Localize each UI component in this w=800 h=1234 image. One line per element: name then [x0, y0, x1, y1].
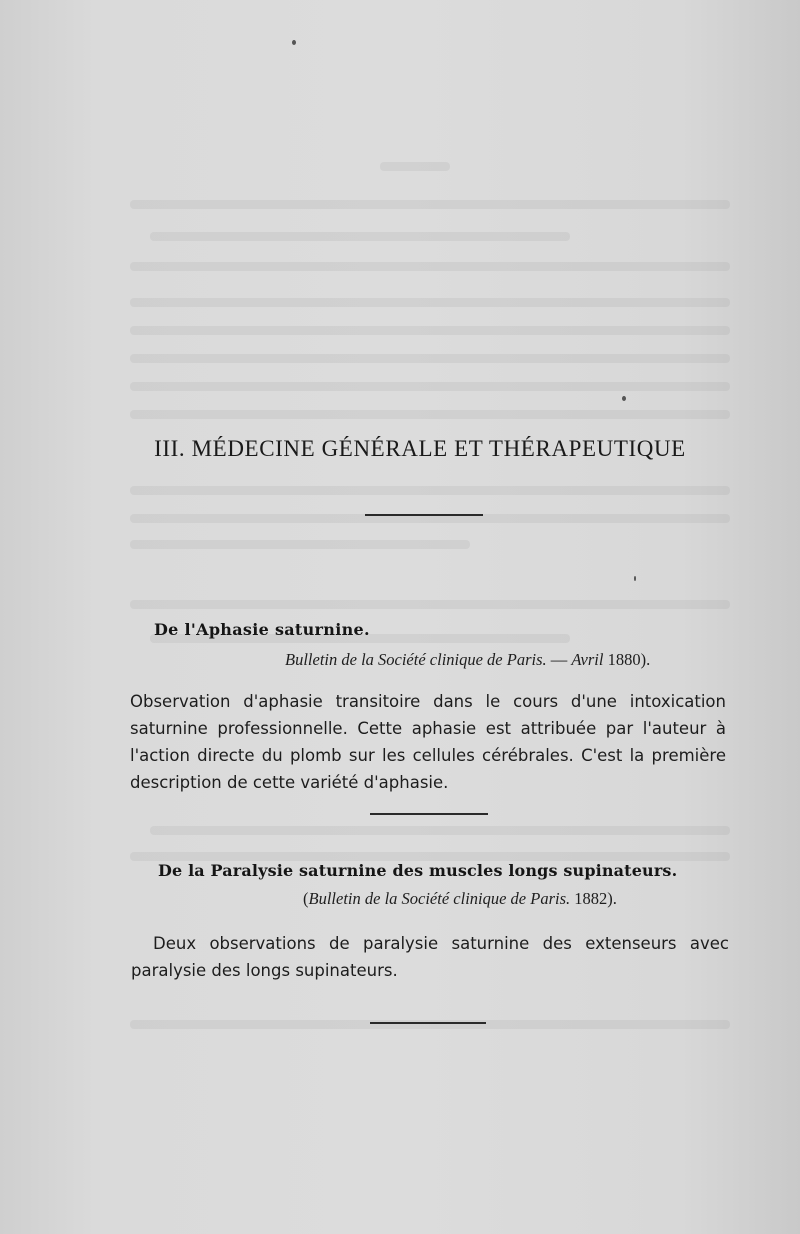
article-body: Observation d'aphasie transitoire dans le cours d'une intoxication saturnine professionnelle. Cette aphasie est attribuée par l'auteur à l'action directe du plomb sur les cellules cérébrales. C'est la première description de cette variété d'aphasie.	[130, 692, 726, 792]
citation-journal: Bulletin de la Société clinique de Paris.	[285, 650, 547, 669]
article-citation	[303, 889, 617, 909]
article-divider	[370, 813, 488, 815]
citation-month: Avril	[571, 650, 604, 669]
article-divider	[370, 1022, 486, 1024]
article-citation	[285, 650, 650, 670]
citation-open-paren: (	[303, 889, 309, 908]
citation-year: 1880).	[603, 650, 651, 669]
citation-journal: Bulletin de la Société clinique de Paris.	[308, 889, 571, 908]
citation-separator: —	[546, 650, 572, 669]
article-title: De la Paralysie saturnine des muscles longs supinateurs.	[158, 861, 678, 880]
section-heading: III. MÉDECINE GÉNÉRALE ET THÉRAPEUTIQUE	[154, 436, 686, 461]
citation-year: 1882).	[570, 889, 617, 908]
heading-divider	[365, 514, 483, 516]
article-title: De l'Aphasie saturnine.	[154, 620, 370, 639]
article-body: Deux observations de paralysie saturnine des extenseurs avec paralysie des longs supinateurs.	[131, 934, 729, 980]
